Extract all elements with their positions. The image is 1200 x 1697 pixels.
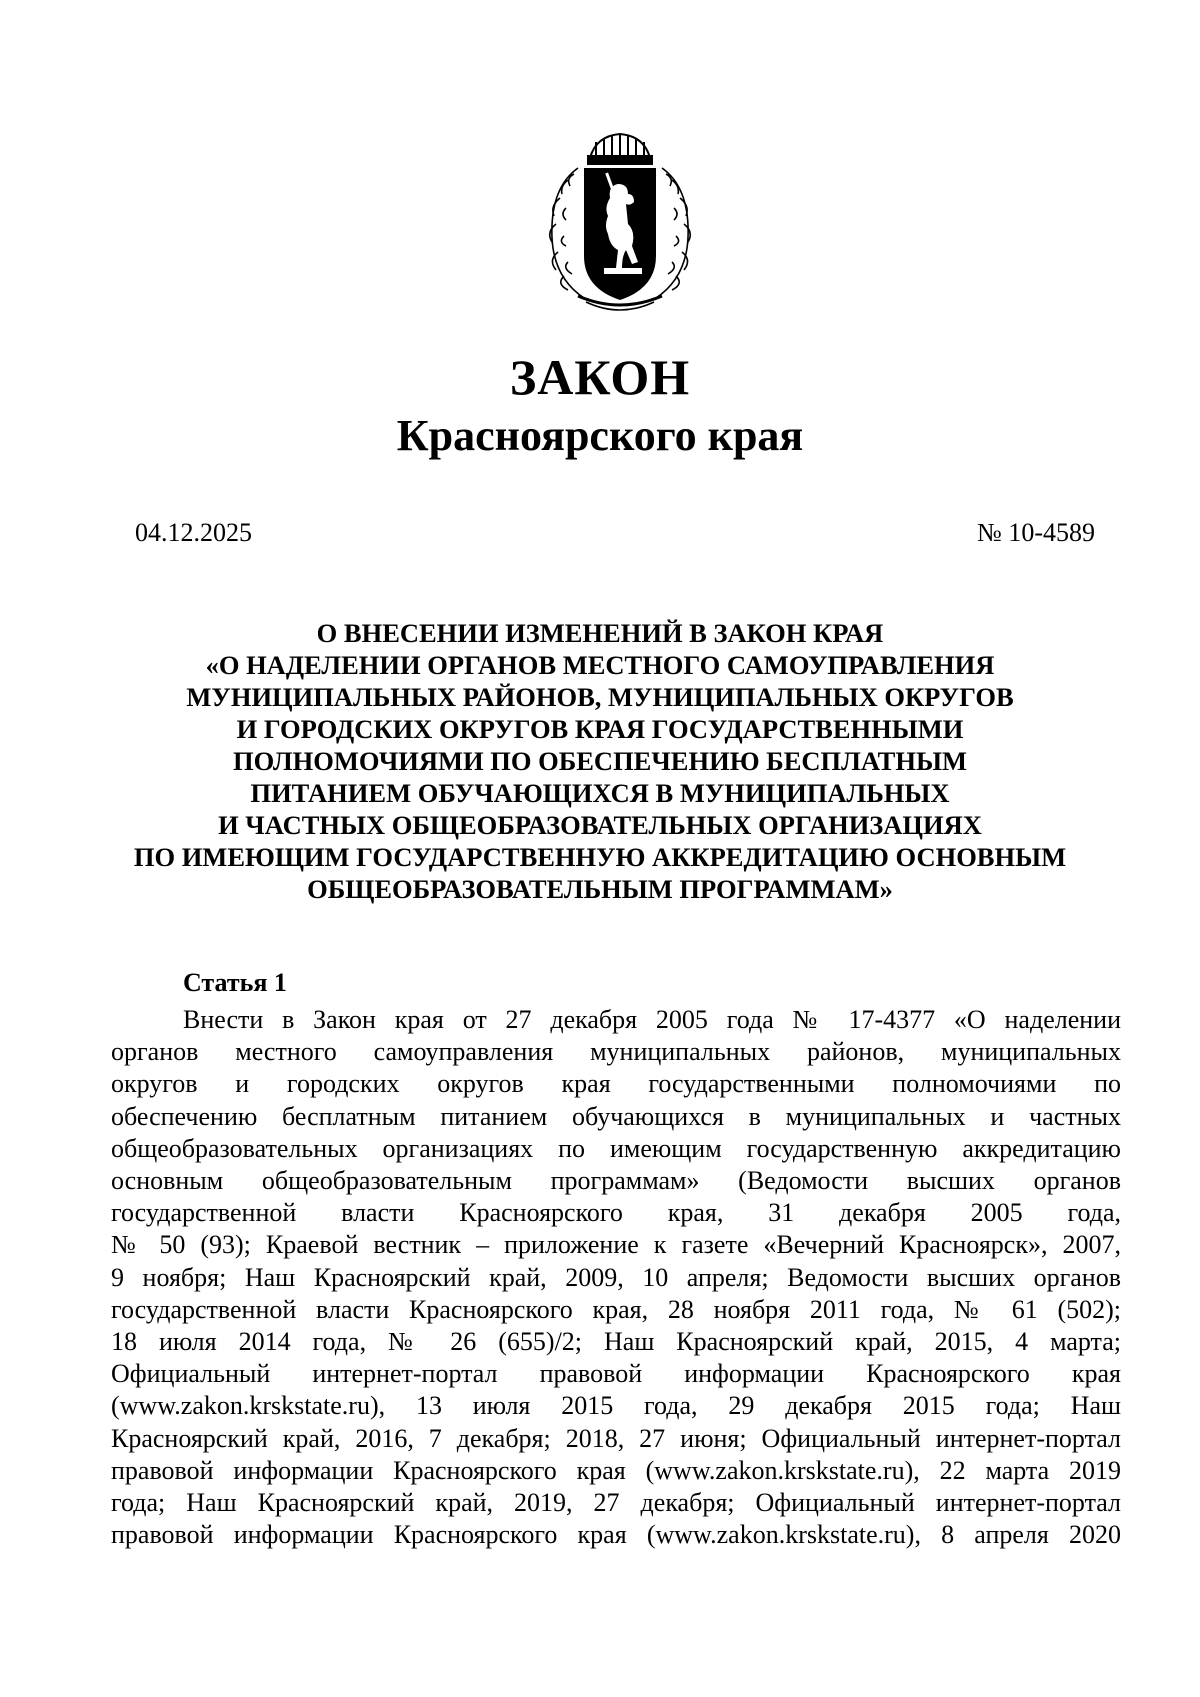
heading-line: И ЧАСТНЫХ ОБЩЕОБРАЗОВАТЕЛЬНЫХ ОРГАНИЗАЦИЯХ (218, 810, 982, 840)
document-number: № 10-4589 (977, 518, 1095, 547)
body-line: округов и городских округов края государственными полномочиями по (111, 1069, 1121, 1099)
heading-line: МУНИЦИПАЛЬНЫХ РАЙОНОВ, МУНИЦИПАЛЬНЫХ ОКРУГОВ (186, 682, 1014, 712)
body-line: Внести в Закон края от 27 декабря 2005 года № 17-4377 «О наделении (183, 1005, 1121, 1034)
body-line: основным общеобразовательным программам» (Ведомости высших органов (111, 1166, 1121, 1196)
body-line: общеобразовательных организациях по имеющим государственную аккредитацию (111, 1133, 1121, 1163)
body-line: правовой информации Красноярского края (www.zakon.krskstate.ru), 8 апреля 2020 (111, 1520, 1121, 1550)
heading-line: И ГОРОДСКИХ ОКРУГОВ КРАЯ ГОСУДАРСТВЕННЫМИ (236, 714, 964, 744)
body-line: государственной власти Красноярского края, 31 декабря 2005 года, (111, 1198, 1121, 1228)
body-line: органов местного самоуправления муниципальных районов, муниципальных (111, 1037, 1121, 1067)
body-line: правовой информации Красноярского края (www.zakon.krskstate.ru), 22 марта 2019 (111, 1455, 1121, 1485)
article-title: Статья 1 (183, 968, 287, 997)
body-line: № 50 (93); Краевой вестник – приложение к газете «Вечерний Красноярск», 2007, (111, 1230, 1121, 1260)
heading-line: О ВНЕСЕНИИ ИЗМЕНЕНИЙ В ЗАКОН КРАЯ (316, 618, 884, 648)
heading-line: «О НАДЕЛЕНИИ ОРГАНОВ МЕСТНОГО САМОУПРАВЛЕНИЯ (205, 650, 995, 680)
body-line: государственной власти Красноярского края, 28 ноября 2011 года, № 61 (502); (111, 1294, 1121, 1324)
heading-line: ПОЛНОМОЧИЯМИ ПО ОБЕСПЕЧЕНИЮ БЕСПЛАТНЫМ (232, 746, 967, 776)
heading-line: ПИТАНИЕМ ОБУЧАЮЩИХСЯ В МУНИЦИПАЛЬНЫХ (250, 778, 950, 808)
body-line: Официальный интернет-портал правовой информации Красноярского края (111, 1359, 1121, 1389)
body-line: Красноярский край, 2016, 7 декабря; 2018, 27 июня; Официальный интернет-портал (111, 1423, 1121, 1453)
body-line: (www.zakon.krskstate.ru), 13 июля 2015 года, 29 декабря 2015 года; Наш (111, 1391, 1121, 1421)
article-body (111, 1004, 1121, 1551)
heading-line: ОБЩЕОБРАЗОВАТЕЛЬНЫМ ПРОГРАММАМ» (307, 874, 893, 904)
body-line: 18 июля 2014 года, № 26 (655)/2; Наш Красноярский край, 2015, 4 марта; (111, 1327, 1121, 1357)
coat-of-arms-icon (538, 128, 702, 316)
body-line: 9 ноября; Наш Красноярский край, 2009, 10 апреля; Ведомости высших органов (111, 1262, 1121, 1292)
document-title: ЗАКОН (509, 349, 691, 405)
body-line: обеспечению бесплатным питанием обучающихся в муниципальных и частных (111, 1101, 1121, 1131)
document-subtitle: Красноярского края (396, 411, 804, 460)
document-date: 04.12.2025 (135, 518, 252, 547)
body-line: года; Наш Красноярский край, 2019, 27 декабря; Официальный интернет-портал (111, 1488, 1121, 1518)
law-heading (80, 617, 1120, 905)
heading-line: ПО ИМЕЮЩИМ ГОСУДАРСТВЕННУЮ АККРЕДИТАЦИЮ ОСНОВНЫМ (133, 842, 1067, 872)
